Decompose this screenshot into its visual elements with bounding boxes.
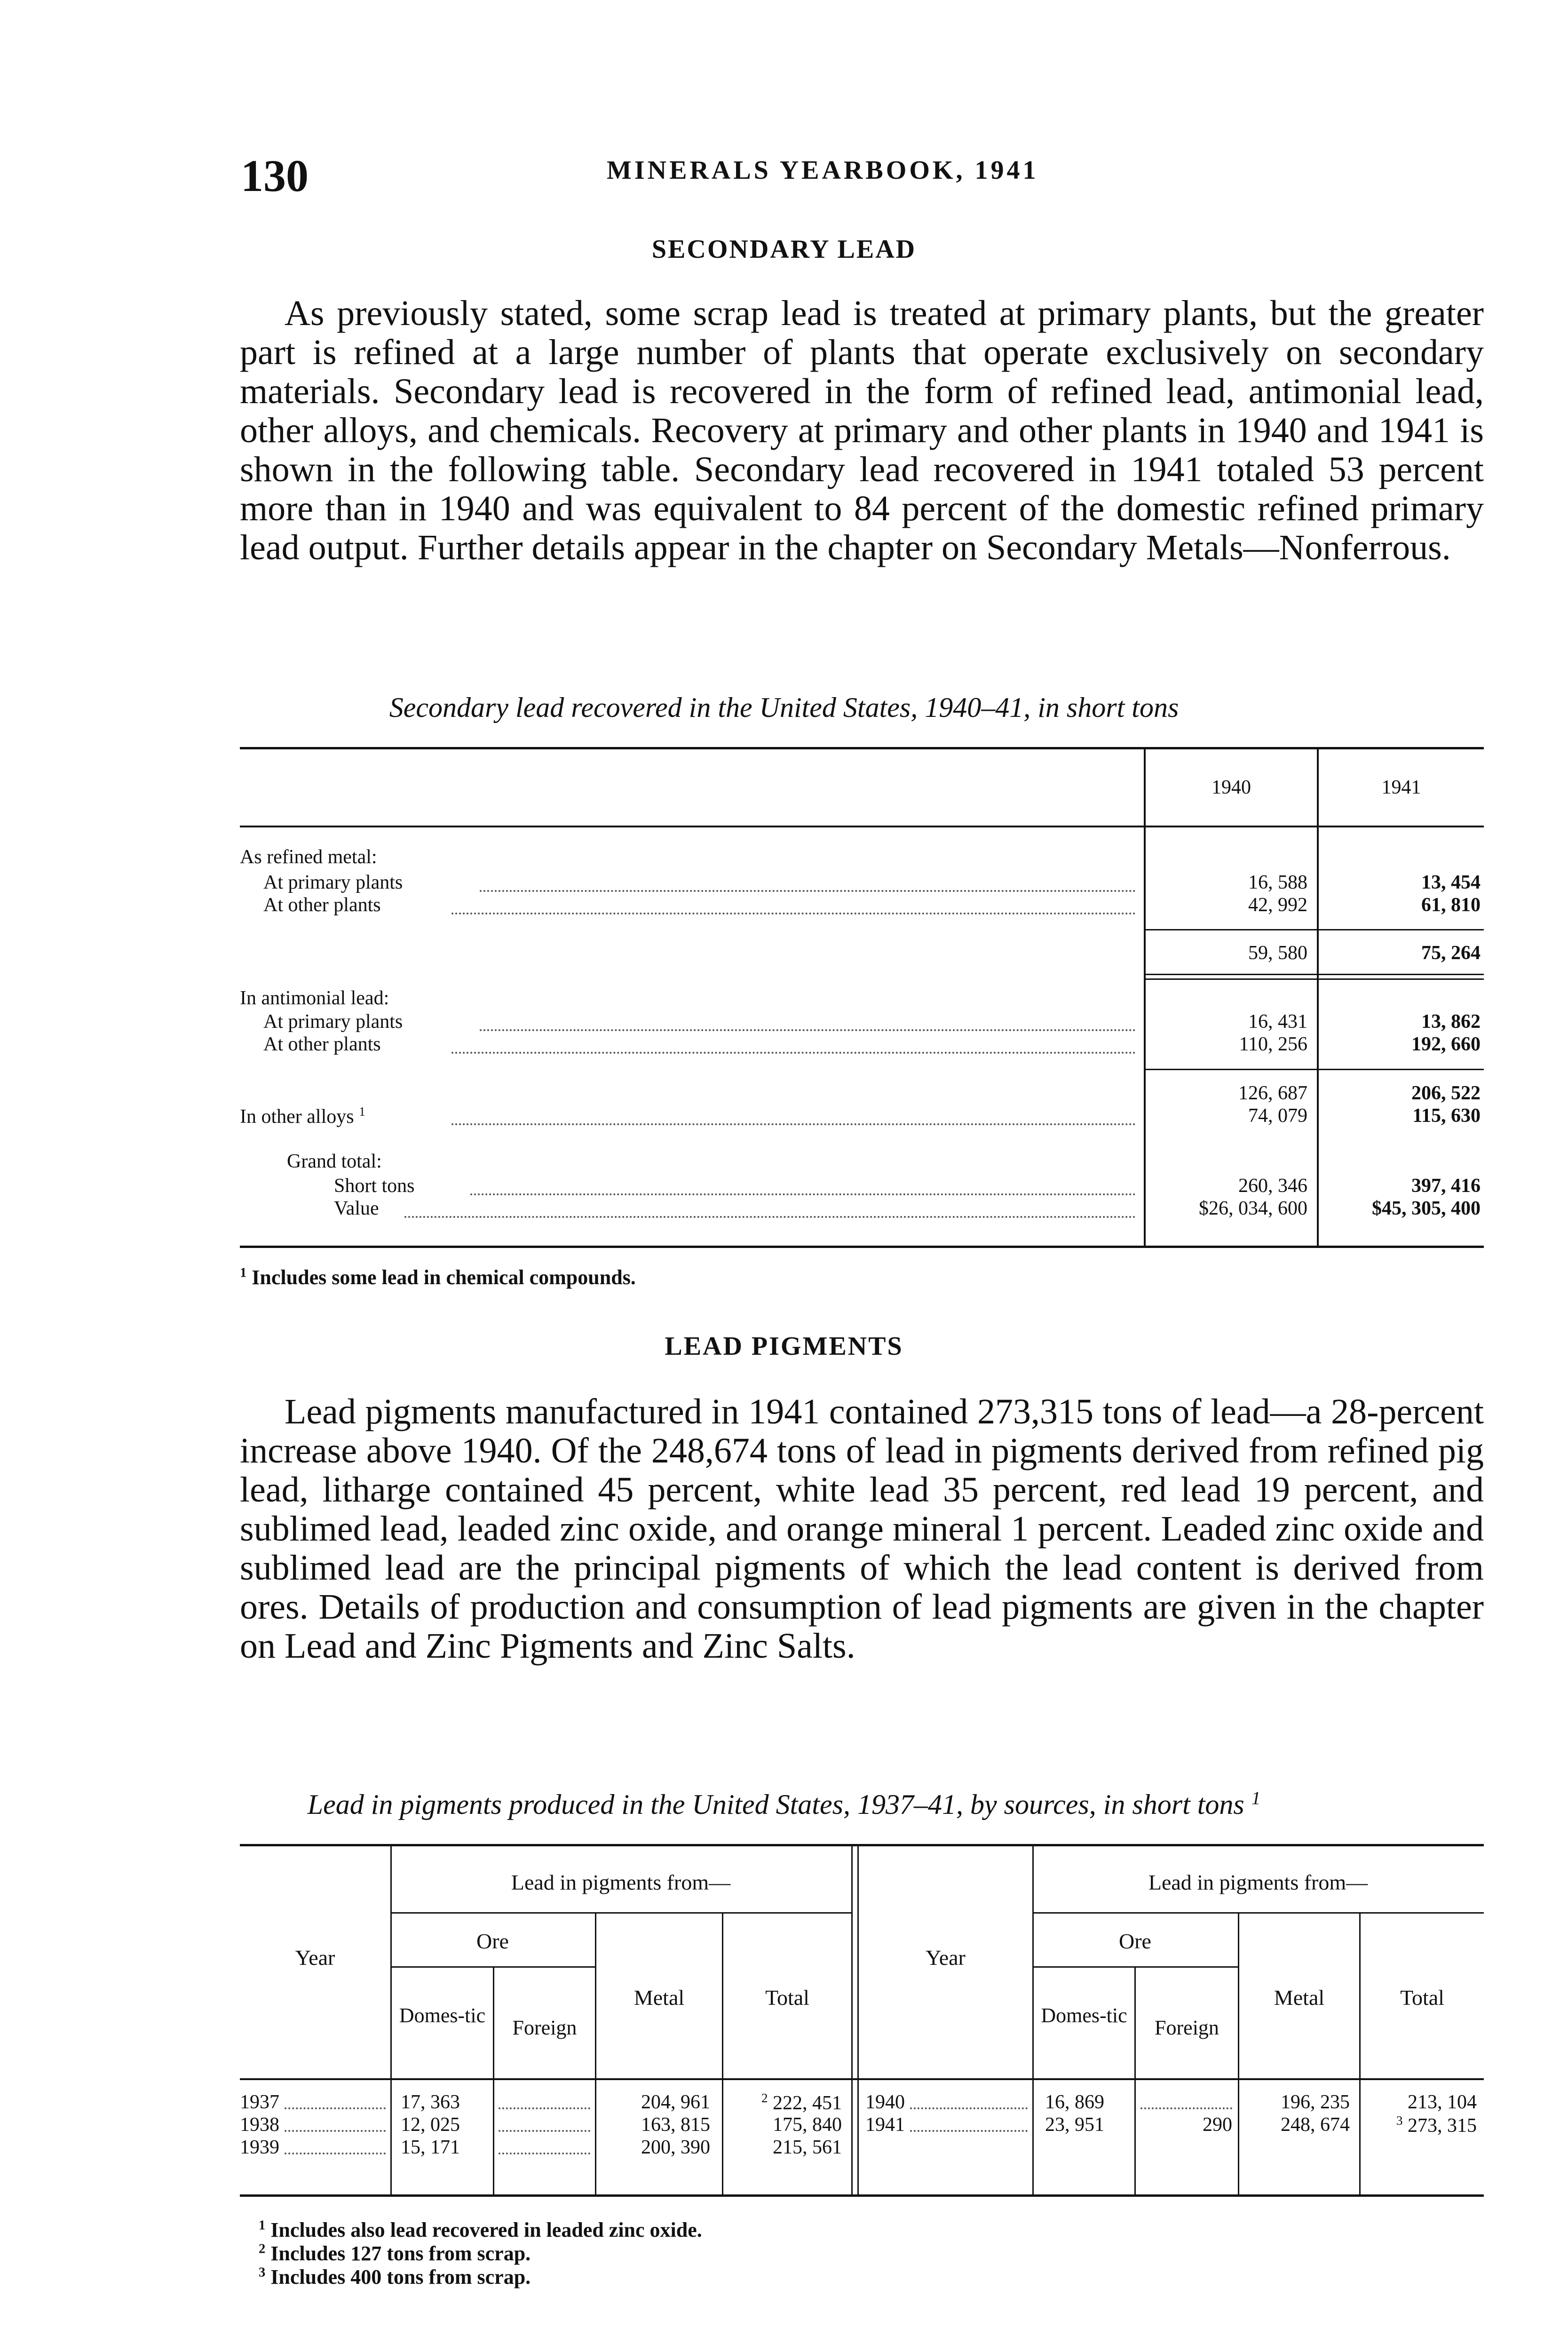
cell-value: 74, 079 <box>1248 1105 1307 1127</box>
column-divider <box>493 1966 494 2194</box>
leader-dots <box>499 2107 590 2109</box>
column-header-1941: 1941 <box>1381 777 1421 798</box>
cell-subtotal: 126, 687 <box>1238 1082 1307 1104</box>
table-top-rule <box>240 1844 1484 1846</box>
column-header-year: Year <box>926 1946 966 1970</box>
column-header-foreign: Foreign <box>1155 2016 1219 2039</box>
leader-dots <box>1140 2107 1232 2109</box>
table-bottom-rule <box>240 1246 1484 1248</box>
column-divider <box>1134 1966 1136 2194</box>
row-label: At other plants <box>263 1033 381 1055</box>
subtotal-rule <box>1146 929 1484 930</box>
pigments-footnote: $^1$ Includes also lead recovered in leaded zinc oxide. <box>259 2218 702 2241</box>
table-header-rule <box>240 2078 1484 2080</box>
running-title: MINERALS YEARBOOK, 1941 <box>607 156 1039 185</box>
subtotal-rule <box>1146 1069 1484 1070</box>
pigments-footnote: $^3$ Includes 400 tons from scrap. <box>259 2265 531 2288</box>
row-label: At primary plants <box>263 872 403 893</box>
cell-metal: 204, 961 <box>641 2091 710 2113</box>
row-year: 1939 <box>240 2137 279 2158</box>
column-header-domestic: Domes-tic <box>399 2004 486 2027</box>
subtotal-rule <box>1146 974 1484 975</box>
cell-value: 61, 810 <box>1421 894 1481 916</box>
secondary-lead-text: As previously stated, some scrap lead is treated at primary plants, but the greater part is refined at a large number of plants that operate exclusively on secondary materials. Secondary lead is recovered in the form of refined lead, antimonial lead, other alloys, and chemicals. Recovery at primary and other plants in 1940 and 1941 is shown in the following table. Secondary lead recovered in 1941 totaled 53 percent more than in 1940 and was equivalent to 84 percent of the domestic refined primary lead output. Further details appear in the chapter on Secondary Metals—Nonferrous. <box>240 294 1484 567</box>
cell-value: 16, 588 <box>1248 872 1307 893</box>
column-divider <box>1317 747 1319 1246</box>
cell-total: $^2$ 222, 451 <box>761 2091 842 2114</box>
row-label: As refined metal: <box>240 846 377 868</box>
cell-metal: 163, 815 <box>641 2114 710 2136</box>
leader-dots <box>451 913 1136 914</box>
column-divider <box>595 1912 596 2194</box>
leader-dots <box>499 2153 590 2154</box>
column-group-header: Lead in pigments from— <box>511 1870 731 1894</box>
cell-value: 115, 630 <box>1412 1105 1481 1127</box>
page-number: 130 <box>241 151 309 201</box>
header-rule <box>390 1966 595 1968</box>
column-divider <box>1032 1844 1034 2194</box>
cell-value: 192, 660 <box>1411 1033 1481 1055</box>
cell-foreign: 290 <box>1203 2114 1232 2136</box>
table-top-rule <box>240 747 1484 749</box>
column-divider <box>857 1844 859 2194</box>
cell-value: 16, 431 <box>1248 1011 1307 1033</box>
pigments-footnote: $^2$ Includes 127 tons from scrap. <box>259 2241 531 2265</box>
column-divider <box>1359 1912 1361 2194</box>
leader-dots <box>285 2107 386 2109</box>
footnote-mark: 1 <box>359 1104 365 1119</box>
column-divider <box>1238 1912 1239 2194</box>
footnote-mark: 1 <box>1251 1788 1261 1808</box>
cell-value: 260, 346 <box>1238 1175 1307 1197</box>
secondary-table-caption: Secondary lead recovered in the United States, 1940–41, in short tons <box>389 692 1179 723</box>
cell-domestic: 23, 951 <box>1045 2114 1104 2136</box>
row-label: At primary plants <box>263 1011 403 1033</box>
header-rule <box>390 1912 851 1914</box>
row-year: 1938 <box>240 2114 279 2136</box>
cell-value: 13, 454 <box>1421 872 1481 893</box>
cell-domestic: 12, 025 <box>401 2114 460 2136</box>
column-header-1940: 1940 <box>1212 777 1251 798</box>
column-header-foreign: Foreign <box>512 2016 577 2039</box>
leader-dots <box>910 2130 1028 2132</box>
cell-subtotal: 206, 522 <box>1411 1082 1481 1104</box>
column-header-ore: Ore <box>476 1929 509 1953</box>
column-group-header: Lead in pigments from— <box>1148 1870 1368 1894</box>
table-bottom-rule <box>240 2194 1484 2197</box>
cell-value: 110, 256 <box>1239 1033 1307 1055</box>
header-rule <box>1032 1966 1238 1968</box>
column-header-total: Total <box>1400 1986 1444 2010</box>
column-header-year: Year <box>295 1946 335 1970</box>
row-year: 1937 <box>240 2091 279 2113</box>
row-year: 1941 <box>865 2114 905 2136</box>
cell-subtotal: 59, 580 <box>1248 942 1307 964</box>
cell-value: $45, 305, 400 <box>1372 1198 1481 1219</box>
column-header-ore: Ore <box>1119 1929 1151 1953</box>
pigments-table-caption: Lead in pigments produced in the United States, 1937–41, by sources, in short tons $^1$ <box>307 1788 1261 1820</box>
section-heading-lead-pigments: LEAD PIGMENTS <box>665 1332 903 1361</box>
row-label-other-alloys: In other alloys $^1$ <box>240 1104 365 1128</box>
cell-domestic: 15, 171 <box>401 2137 460 2158</box>
cell-total: 213, 104 <box>1408 2091 1477 2113</box>
column-header-total: Total <box>765 1986 809 2010</box>
cell-value: 42, 992 <box>1248 894 1307 916</box>
subtotal-rule <box>1146 978 1484 980</box>
lead-pigments-text: Lead pigments manufactured in 1941 contained 273,315 tons of lead—a 28-percent increase above 1940. Of the 248,674 tons of lead in pigments derived from refined pig lead, litharge contained 45 percent, white lead 35 percent, red lead 19 percent, and sublimed lead, leaded zinc oxide, and orange mineral 1 percent. Leaded zinc oxide and sublimed lead are the principal pigments of which the lead content is derived from ores. Details of production and consumption of lead pigments are given in the chapter on Lead and Zinc Pigments and Zinc Salts. <box>240 1392 1484 1666</box>
column-header-metal: Metal <box>634 1986 685 2010</box>
cell-total: 175, 840 <box>773 2114 842 2136</box>
cell-domestic: 16, 869 <box>1045 2091 1104 2113</box>
cell-metal: 248, 674 <box>1281 2114 1350 2136</box>
leader-dots <box>451 1052 1136 1054</box>
row-label: Grand total: <box>287 1151 382 1172</box>
cell-metal: 196, 235 <box>1281 2091 1350 2113</box>
leader-dots <box>499 2130 590 2132</box>
row-year: 1940 <box>865 2091 905 2113</box>
table-header-rule <box>240 826 1484 827</box>
lead-pigments-paragraph <box>240 1392 1484 1666</box>
row-label: In antimonial lead: <box>240 987 389 1009</box>
leader-dots <box>285 2130 386 2132</box>
leader-dots <box>451 1123 1136 1125</box>
cell-metal: 200, 390 <box>641 2137 710 2158</box>
leader-dots <box>480 890 1136 892</box>
column-divider <box>390 1844 392 2194</box>
cell-value: 13, 862 <box>1421 1011 1481 1033</box>
cell-total: $^3$ 273, 315 <box>1396 2114 1477 2137</box>
leader-dots <box>480 1029 1136 1031</box>
cell-subtotal: 75, 264 <box>1421 942 1481 964</box>
header-rule <box>1032 1912 1484 1914</box>
column-header-domestic: Domes-tic <box>1041 2004 1127 2027</box>
section-heading-secondary-lead: SECONDARY LEAD <box>651 235 917 264</box>
secondary-footnote: $^1$ Includes some lead in chemical compounds. <box>240 1265 636 1289</box>
secondary-lead-paragraph <box>240 294 1484 567</box>
cell-value: 397, 416 <box>1411 1175 1481 1197</box>
leader-dots <box>404 1216 1136 1218</box>
cell-total: 215, 561 <box>773 2137 842 2158</box>
column-header-metal: Metal <box>1274 1986 1325 2010</box>
cell-value: $26, 034, 600 <box>1199 1198 1307 1219</box>
row-label: At other plants <box>263 894 381 916</box>
leader-dots <box>910 2107 1028 2109</box>
row-label: Short tons <box>334 1175 415 1197</box>
leader-dots <box>285 2153 386 2154</box>
column-divider <box>1144 747 1146 1246</box>
row-label: Value <box>334 1198 379 1219</box>
cell-domestic: 17, 363 <box>401 2091 460 2113</box>
leader-dots <box>470 1193 1136 1195</box>
column-divider <box>722 1912 723 2194</box>
column-divider <box>851 1844 853 2194</box>
